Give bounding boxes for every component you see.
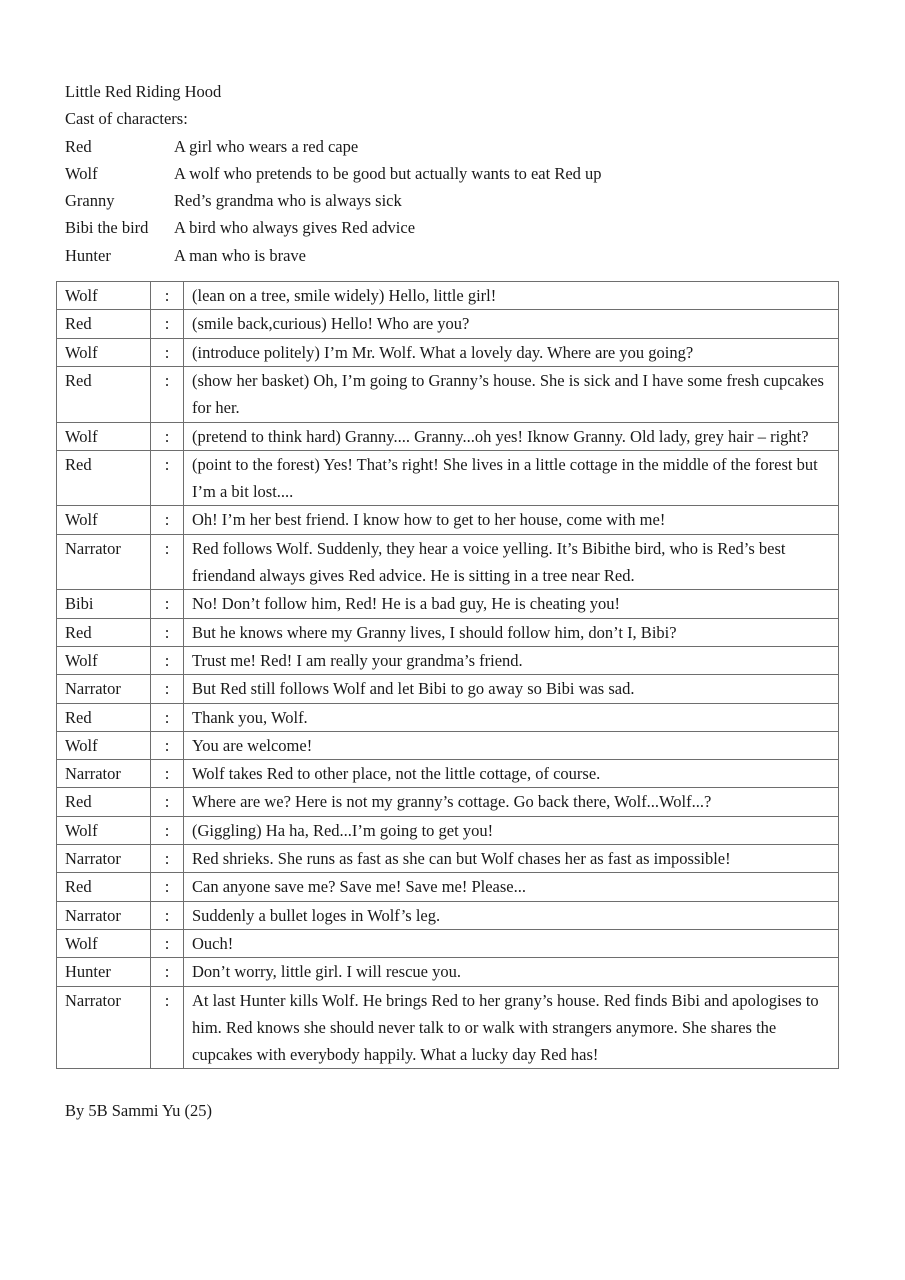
script-row bbox=[57, 422, 839, 450]
script-row bbox=[57, 845, 839, 873]
dialogue-cell: Don’t worry, little girl. I will rescue you. bbox=[184, 958, 839, 986]
speaker-cell: Wolf bbox=[57, 422, 151, 450]
cast-description: Red’s grandma who is always sick bbox=[174, 191, 402, 211]
dialogue-cell: (lean on a tree, smile widely) Hello, little girl! bbox=[184, 282, 839, 310]
cast-description: A girl who wears a red cape bbox=[174, 136, 359, 156]
script-row bbox=[57, 590, 839, 618]
cast-item bbox=[65, 133, 845, 160]
separator-cell: : bbox=[151, 788, 184, 816]
dialogue-cell: (pretend to think hard) Granny.... Granny...oh yes! Iknow Granny. Old lady, grey hair – right? bbox=[184, 422, 839, 450]
separator-cell: : bbox=[151, 338, 184, 366]
dialogue-cell: (point to the forest) Yes! That’s right! She lives in a little cottage in the middle of the forest but I’m a bit lost.... bbox=[184, 450, 839, 506]
separator-cell: : bbox=[151, 731, 184, 759]
cast-list bbox=[65, 133, 845, 269]
dialogue-cell: You are welcome! bbox=[184, 731, 839, 759]
script-row bbox=[57, 534, 839, 590]
separator-cell: : bbox=[151, 873, 184, 901]
separator-cell: : bbox=[151, 422, 184, 450]
script-row bbox=[57, 646, 839, 674]
script-row bbox=[57, 731, 839, 759]
script-row bbox=[57, 338, 839, 366]
dialogue-cell: Where are we? Here is not my granny’s cottage. Go back there, Wolf...Wolf...? bbox=[184, 788, 839, 816]
dialogue-cell: But Red still follows Wolf and let Bibi to go away so Bibi was sad. bbox=[184, 675, 839, 703]
speaker-cell: Wolf bbox=[57, 646, 151, 674]
script-row bbox=[57, 958, 839, 986]
separator-cell: : bbox=[151, 618, 184, 646]
script-row bbox=[57, 703, 839, 731]
dialogue-cell: Oh! I’m her best friend. I know how to get to her house, come with me! bbox=[184, 506, 839, 534]
script-row bbox=[57, 986, 839, 1069]
script-row bbox=[57, 450, 839, 506]
speaker-cell: Bibi bbox=[57, 590, 151, 618]
script-table bbox=[56, 281, 839, 1069]
dialogue-cell: Trust me! Red! I am really your grandma’s friend. bbox=[184, 646, 839, 674]
script-row bbox=[57, 366, 839, 422]
dialogue-cell: (show her basket) Oh, I’m going to Granny’s house. She is sick and I have some fresh cupcakes for her. bbox=[184, 366, 839, 422]
dialogue-cell: (Giggling) Ha ha, Red...I’m going to get you! bbox=[184, 816, 839, 844]
dialogue-cell: Suddenly a bullet loges in Wolf’s leg. bbox=[184, 901, 839, 929]
speaker-cell: Narrator bbox=[57, 760, 151, 788]
separator-cell: : bbox=[151, 646, 184, 674]
speaker-cell: Red bbox=[57, 310, 151, 338]
cast-name: Wolf bbox=[65, 163, 98, 183]
cast-description: A man who is brave bbox=[174, 245, 306, 265]
speaker-cell: Red bbox=[57, 366, 151, 422]
dialogue-cell: Wolf takes Red to other place, not the little cottage, of course. bbox=[184, 760, 839, 788]
separator-cell: : bbox=[151, 282, 184, 310]
script-row bbox=[57, 506, 839, 534]
separator-cell: : bbox=[151, 590, 184, 618]
separator-cell: : bbox=[151, 958, 184, 986]
cast-heading: Cast of characters: bbox=[65, 109, 188, 129]
cast-item bbox=[65, 187, 845, 214]
document-title: Little Red Riding Hood bbox=[65, 82, 222, 101]
dialogue-cell: Can anyone save me? Save me! Save me! Please... bbox=[184, 873, 839, 901]
dialogue-cell: Thank you, Wolf. bbox=[184, 703, 839, 731]
speaker-cell: Wolf bbox=[57, 816, 151, 844]
speaker-cell: Narrator bbox=[57, 675, 151, 703]
speaker-cell: Red bbox=[57, 450, 151, 506]
speaker-cell: Red bbox=[57, 788, 151, 816]
separator-cell: : bbox=[151, 506, 184, 534]
script-row bbox=[57, 816, 839, 844]
separator-cell: : bbox=[151, 534, 184, 590]
cast-item bbox=[65, 242, 845, 269]
speaker-cell: Hunter bbox=[57, 958, 151, 986]
dialogue-cell: But he knows where my Granny lives, I should follow him, don’t I, Bibi? bbox=[184, 618, 839, 646]
cast-name: Bibi the bird bbox=[65, 218, 149, 238]
cast-item bbox=[65, 214, 845, 241]
script-body bbox=[57, 282, 839, 1069]
cast-name: Granny bbox=[65, 191, 115, 211]
cast-name: Hunter bbox=[65, 245, 111, 265]
script-row bbox=[57, 873, 839, 901]
script-row bbox=[57, 929, 839, 957]
script-row bbox=[57, 788, 839, 816]
document-header bbox=[65, 78, 845, 269]
speaker-cell: Narrator bbox=[57, 534, 151, 590]
speaker-cell: Narrator bbox=[57, 986, 151, 1069]
cast-name: Red bbox=[65, 136, 92, 156]
dialogue-cell: No! Don’t follow him, Red! He is a bad guy, He is cheating you! bbox=[184, 590, 839, 618]
script-row bbox=[57, 675, 839, 703]
script-row bbox=[57, 760, 839, 788]
speaker-cell: Red bbox=[57, 703, 151, 731]
dialogue-cell: Red follows Wolf. Suddenly, they hear a voice yelling. It’s Bibithe bird, who is Red’s best friendand always gives Red advice. He is sitting in a tree near Red. bbox=[184, 534, 839, 590]
dialogue-cell: At last Hunter kills Wolf. He brings Red to her grany’s house. Red finds Bibi and apologises to him. Red knows she should never talk to or walk with strangers anymore. She shares the cupcakes with everybody happily. What a lucky day Red has! bbox=[184, 986, 839, 1069]
script-row bbox=[57, 618, 839, 646]
speaker-cell: Narrator bbox=[57, 845, 151, 873]
speaker-cell: Wolf bbox=[57, 282, 151, 310]
separator-cell: : bbox=[151, 760, 184, 788]
byline: By 5B Sammi Yu (25) bbox=[65, 1101, 212, 1121]
cast-description: A wolf who pretends to be good but actually wants to eat Red up bbox=[174, 163, 602, 183]
separator-cell: : bbox=[151, 816, 184, 844]
separator-cell: : bbox=[151, 703, 184, 731]
dialogue-cell: Red shrieks. She runs as fast as she can but Wolf chases her as fast as impossible! bbox=[184, 845, 839, 873]
separator-cell: : bbox=[151, 310, 184, 338]
separator-cell: : bbox=[151, 366, 184, 422]
dialogue-cell: (introduce politely) I’m Mr. Wolf. What a lovely day. Where are you going? bbox=[184, 338, 839, 366]
script-row bbox=[57, 901, 839, 929]
dialogue-cell: (smile back,curious) Hello! Who are you? bbox=[184, 310, 839, 338]
separator-cell: : bbox=[151, 450, 184, 506]
dialogue-cell: Ouch! bbox=[184, 929, 839, 957]
separator-cell: : bbox=[151, 675, 184, 703]
speaker-cell: Wolf bbox=[57, 338, 151, 366]
cast-item bbox=[65, 160, 845, 187]
separator-cell: : bbox=[151, 845, 184, 873]
separator-cell: : bbox=[151, 986, 184, 1069]
speaker-cell: Wolf bbox=[57, 506, 151, 534]
speaker-cell: Red bbox=[57, 873, 151, 901]
speaker-cell: Red bbox=[57, 618, 151, 646]
speaker-cell: Wolf bbox=[57, 731, 151, 759]
speaker-cell: Wolf bbox=[57, 929, 151, 957]
script-row bbox=[57, 310, 839, 338]
separator-cell: : bbox=[151, 929, 184, 957]
separator-cell: : bbox=[151, 901, 184, 929]
script-row bbox=[57, 282, 839, 310]
cast-description: A bird who always gives Red advice bbox=[174, 218, 416, 238]
speaker-cell: Narrator bbox=[57, 901, 151, 929]
